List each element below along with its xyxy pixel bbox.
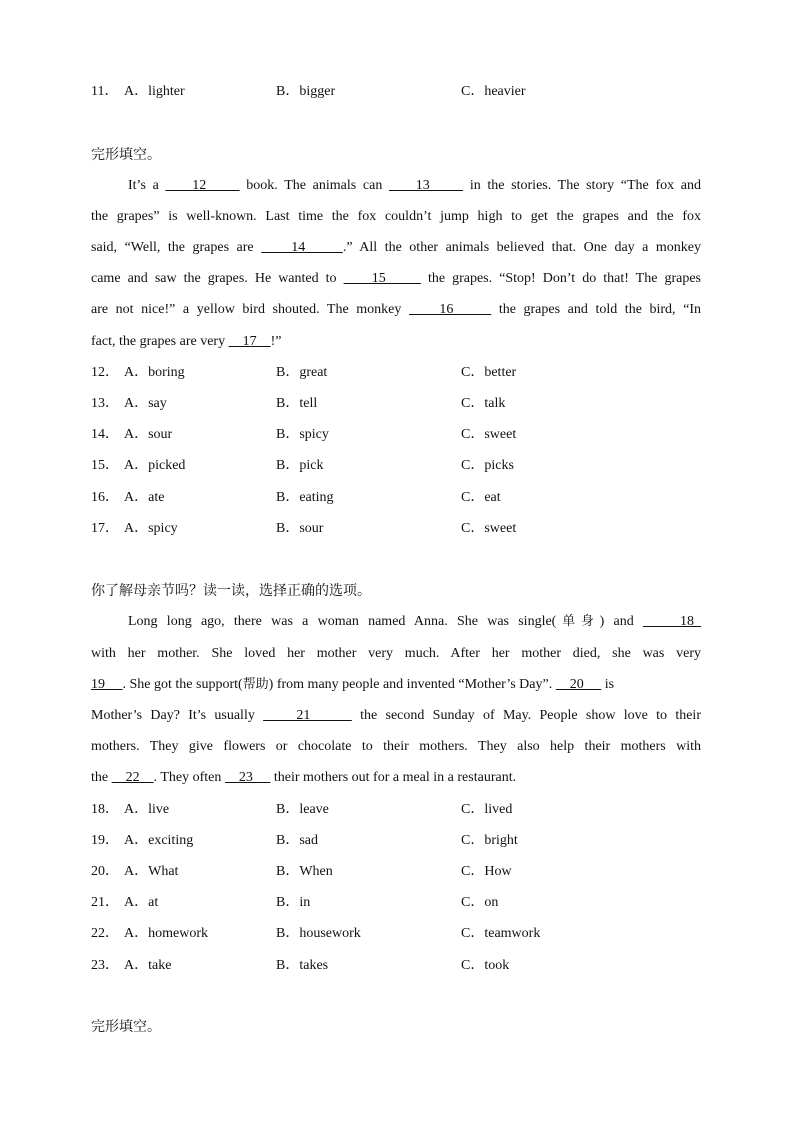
option-a: A．lighter	[124, 84, 185, 99]
option-b: B．in	[276, 895, 311, 910]
option-b: B．eating	[276, 490, 334, 505]
option-a: A．homework	[124, 926, 208, 941]
question-number: 13．	[91, 396, 119, 411]
passage-1-line-6: fact, the grapes are very 17 !”	[91, 334, 282, 349]
question-number: 21．	[91, 895, 119, 910]
blank-12: 12	[165, 178, 240, 193]
section-3-title: 完形填空。	[91, 1019, 161, 1035]
question-number: 19．	[91, 833, 119, 848]
option-c: C．bright	[461, 833, 518, 848]
question-15	[91, 456, 711, 476]
option-a: A．exciting	[124, 833, 194, 848]
option-c: C．teamwork	[461, 926, 541, 941]
option-c: C．sweet	[461, 521, 517, 536]
question-number: 22．	[91, 926, 119, 941]
option-c: C．heavier	[461, 84, 526, 99]
option-b: B．spicy	[276, 427, 329, 442]
question-17	[91, 519, 711, 539]
question-19	[91, 831, 711, 851]
blank-18: 18	[643, 614, 701, 629]
passage-2-line-1: Long long ago, there was a woman named Anna. She was single(单身) and 18	[128, 614, 701, 629]
option-c: C．sweet	[461, 427, 517, 442]
option-a: A．What	[124, 864, 179, 879]
question-number: 16．	[91, 490, 119, 505]
question-21	[91, 893, 711, 913]
option-a: A．say	[124, 396, 167, 411]
passage-1-line-1: It’s a 12 book. The animals can 13 in the stories. The story “The fox and	[128, 178, 702, 193]
option-a: A．ate	[124, 490, 165, 505]
passage-2-line-4: Mother’s Day? It’s usually 21 the second Sunday of May. People show love to their	[91, 708, 701, 723]
blank-23: 23	[224, 770, 271, 785]
question-number: 23．	[91, 958, 119, 973]
question-22	[91, 924, 711, 944]
question-12	[91, 363, 711, 383]
blank-17: 17	[228, 334, 271, 349]
option-a: A．picked	[124, 458, 186, 473]
option-c: C．on	[461, 895, 499, 910]
question-number: 17．	[91, 521, 119, 536]
option-a: A．live	[124, 802, 170, 817]
blank-19: 19	[91, 677, 123, 692]
question-11	[91, 82, 711, 102]
question-16	[91, 488, 711, 508]
passage-1-line-4: came and saw the grapes. He wanted to 15 the grapes. “Stop! Don’t do that! The grapes	[91, 271, 702, 286]
option-b: B．tell	[276, 396, 318, 411]
option-c: C．picks	[461, 458, 514, 473]
passage-2-line-6: the 22 . They often 23 their mothers out for a meal in a restaurant.	[91, 770, 517, 785]
question-18	[91, 800, 711, 820]
option-a: A．take	[124, 958, 172, 973]
question-23	[91, 956, 711, 976]
option-a: A．boring	[124, 365, 185, 380]
blank-22: 22	[111, 770, 154, 785]
option-a: A．at	[124, 895, 159, 910]
blank-16: 16	[408, 302, 492, 317]
option-b: B．sad	[276, 833, 318, 848]
option-b: B．bigger	[276, 84, 336, 99]
question-14	[91, 425, 711, 445]
option-c: C．talk	[461, 396, 506, 411]
option-a: A．spicy	[124, 521, 178, 536]
option-b: B．When	[276, 864, 333, 879]
passage-2-line-2: with her mother. She loved her mother very much. After her mother died, she was very	[91, 646, 701, 661]
passage-1-line-5: are not nice!” a yellow bird shouted. The monkey 16 the grapes and told the bird, “In	[91, 302, 702, 317]
option-b: B．pick	[276, 458, 324, 473]
passage-2-line-3: 19 . She got the support(帮助) from many people and invented “Mother’s Day”. 20 is	[91, 677, 615, 692]
option-b: B．takes	[276, 958, 329, 973]
option-c: C．took	[461, 958, 510, 973]
option-c: C．How	[461, 864, 512, 879]
option-a: A．sour	[124, 427, 173, 442]
blank-21: 21	[263, 708, 352, 723]
option-b: B．housework	[276, 926, 361, 941]
option-c: C．lived	[461, 802, 513, 817]
passage-1-line-2: the grapes” is well-known. Last time the fox couldn’t jump high to get the grapes and the fox	[91, 209, 701, 224]
option-c: C．eat	[461, 490, 501, 505]
question-number: 14．	[91, 427, 119, 442]
option-c: C．better	[461, 365, 517, 380]
question-13	[91, 394, 711, 414]
question-number: 11．	[91, 84, 119, 99]
blank-14: 14	[261, 240, 343, 255]
passage-1-line-3: said, “Well, the grapes are 14 .” All the other animals believed that. One day a monkey	[91, 240, 702, 255]
question-number: 20．	[91, 864, 119, 879]
blank-13: 13	[389, 178, 464, 193]
question-number: 12．	[91, 365, 119, 380]
section-1-title: 完形填空。	[91, 147, 161, 163]
question-number: 15．	[91, 458, 119, 473]
section-2-title: 你了解母亲节吗？读一读，选择正确的选项。	[91, 583, 371, 599]
blank-15: 15	[343, 271, 421, 286]
blank-20: 20	[555, 677, 602, 692]
option-b: B．leave	[276, 802, 329, 817]
question-number: 18．	[91, 802, 119, 817]
option-b: B．sour	[276, 521, 324, 536]
passage-2-line-5: mothers. They give flowers or chocolate to their mothers. They also help their mothers with	[91, 739, 701, 754]
option-b: B．great	[276, 365, 328, 380]
question-20	[91, 862, 711, 882]
